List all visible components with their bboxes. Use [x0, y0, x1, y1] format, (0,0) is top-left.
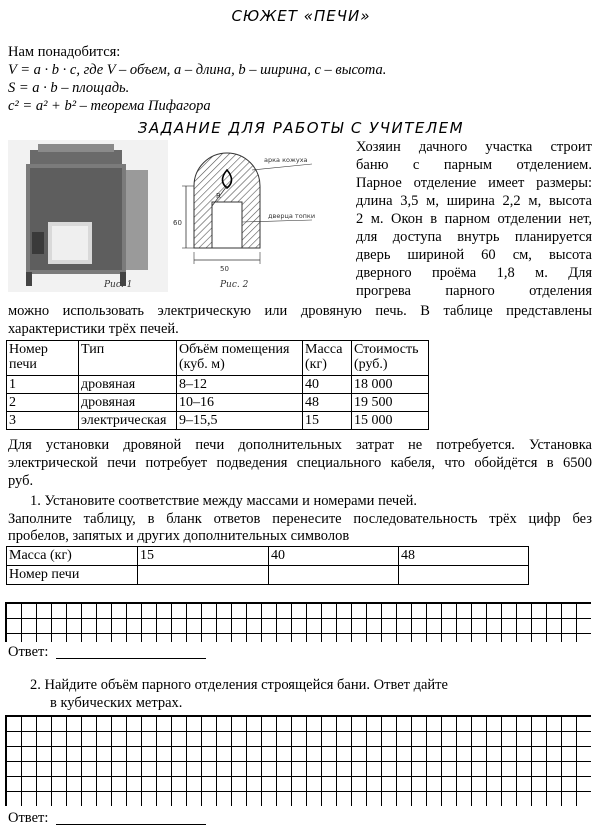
install-line-3: руб.	[8, 473, 34, 489]
problem-line-8: дверного проёма 1,8 м. Для	[356, 265, 592, 281]
arch-label: арка кожуха	[264, 156, 308, 164]
cell: 9–15,5	[177, 412, 303, 430]
problem-line-4: длина 3,5 м, ширина 2,2 м, высота	[356, 193, 592, 209]
cell: 1	[7, 376, 79, 394]
page-title: СЮЖЕТ «ПЕЧИ»	[231, 7, 371, 25]
problem-full-line-1: можно использовать электрическую или дровяную печь. В таблице представлены	[8, 303, 592, 319]
table-row	[7, 412, 429, 430]
stove-photo	[8, 140, 168, 292]
problem-full-line-2: характеристики трёх печей.	[8, 321, 179, 337]
cell: 2	[7, 394, 79, 412]
answer-label-2: Ответ:	[8, 810, 49, 826]
task2-line-2: в кубических метрах.	[50, 695, 183, 711]
radius-label: R	[216, 192, 221, 200]
mass-value: 40	[269, 547, 399, 566]
header-number: Номер печи	[7, 341, 79, 376]
cell: 40	[303, 376, 352, 394]
number-input-cell[interactable]	[269, 566, 399, 585]
cell: 15 000	[352, 412, 429, 430]
section-title: ЗАДАНИЕ ДЛЯ РАБОТЫ С УЧИТЕЛЕМ	[137, 119, 465, 137]
height-dimension: 60	[173, 219, 182, 227]
cell: дровяная	[79, 376, 177, 394]
header-volume: Объём помещения (куб. м)	[177, 341, 303, 376]
problem-line-1: Хозяин дачного участка строит	[356, 139, 592, 155]
cell: 48	[303, 394, 352, 412]
cell: 3	[7, 412, 79, 430]
match-table	[6, 546, 529, 585]
answer-field-1[interactable]	[56, 644, 206, 659]
task1-text: 1. Установите соответствие между массами и номерами печей.	[30, 493, 418, 509]
number-label: Номер печи	[7, 566, 138, 585]
install-line-1: Для установки дровяной печи дополнительных затрат не потребуется. Установка	[8, 437, 592, 453]
install-line-2: электрической печи потребует подведения специального кабеля, что обойдётся в 6500	[8, 455, 592, 471]
intro-need: Нам понадобится:	[8, 44, 121, 60]
problem-line-3: Парное отделение имеет размеры:	[356, 175, 592, 191]
table-row	[7, 394, 429, 412]
answer-grid-1[interactable]	[5, 602, 591, 642]
answer-label-1: Ответ:	[8, 644, 49, 660]
mass-row	[7, 547, 529, 566]
width-dimension: 50	[220, 265, 229, 273]
mass-label: Масса (кг)	[7, 547, 138, 566]
header-cost: Стоимость (руб.)	[352, 341, 429, 376]
cell: 18 000	[352, 376, 429, 394]
problem-line-6: для доступа внутрь планируется	[356, 229, 592, 245]
stove-scheme	[172, 140, 352, 292]
number-row	[7, 566, 529, 585]
answer-grid-2[interactable]	[5, 715, 591, 806]
fig1-caption: Рис. 1	[104, 280, 133, 290]
fig2-caption: Рис. 2	[220, 280, 249, 290]
cell: дровяная	[79, 394, 177, 412]
task2-line-1: 2. Найдите объём парного отделения строящейся бани. Ответ дайте	[30, 677, 448, 693]
area-formula: S = a · b – площадь.	[8, 80, 130, 96]
mass-value: 48	[399, 547, 529, 566]
door-label: дверца топки	[268, 212, 316, 220]
problem-line-9: прогрева парного отделения	[356, 283, 592, 299]
number-input-cell[interactable]	[399, 566, 529, 585]
task1-instruction-2: пробелов, запятых и других дополнительных символов	[8, 528, 350, 544]
task1-instruction-1: Заполните таблицу, в бланк ответов перенесите последовательность трёх цифр без	[8, 511, 592, 527]
number-input-cell[interactable]	[138, 566, 269, 585]
pythagoras-formula: c² = a² + b² – теорема Пифагора	[8, 98, 211, 114]
problem-line-2: баню с парным отделением.	[356, 157, 592, 173]
cell: 10–16	[177, 394, 303, 412]
mass-value: 15	[138, 547, 269, 566]
header-mass: Масса (кг)	[303, 341, 352, 376]
table-row	[7, 376, 429, 394]
header-type: Тип	[79, 341, 177, 376]
problem-line-7: дверь шириной 60 см, высота	[356, 247, 592, 263]
table-header-row	[7, 341, 429, 376]
answer-field-2[interactable]	[56, 810, 206, 825]
stove-table	[6, 340, 429, 430]
problem-line-5: 2 м. Окон в парном отделении нет,	[356, 211, 592, 227]
cell: 8–12	[177, 376, 303, 394]
cell: электрическая	[79, 412, 177, 430]
cell: 15	[303, 412, 352, 430]
volume-formula: V = a · b · c, где V – объем, a – длина, b – ширина, c – высота.	[8, 62, 387, 78]
cell: 19 500	[352, 394, 429, 412]
